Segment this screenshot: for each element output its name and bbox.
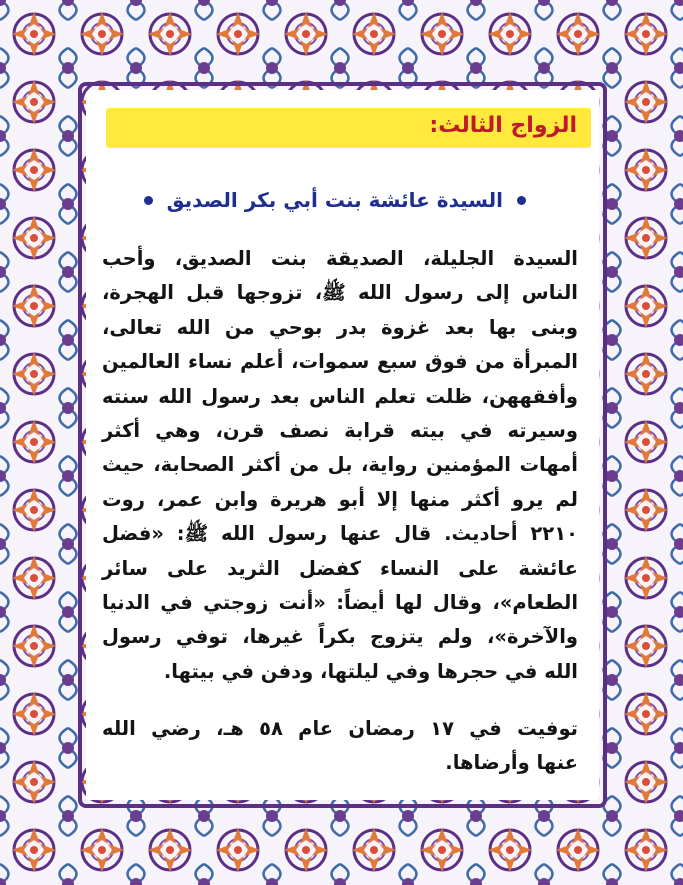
subtitle: السيدة عائشة بنت أبي بكر الصديق <box>166 188 503 212</box>
bullet-icon <box>144 196 153 205</box>
text-line: وأفقههن، ظلت تعلم الناس بعد رسول الله سنته <box>102 384 578 408</box>
heading-bar <box>106 108 591 148</box>
text-line: وبنى بها بعد غزوة بدر بوحي من الله تعالى، <box>102 315 578 339</box>
text-line: الناس إلى رسول الله ﷺ، تزوجها قبل الهجرة، <box>102 281 578 305</box>
text-line: عائشة على النساء كفضل الثريد على سائر <box>102 556 578 580</box>
text-line: والآخرة»، ولم يتزوج بكراً غيرها، توفي رسول <box>102 625 578 649</box>
subtitle-row <box>146 182 526 218</box>
text-line: لم يرو أكثر منها إلا أبو هريرة وابن عمر، روت <box>102 487 578 511</box>
biography-paragraph <box>102 242 578 689</box>
text-line: ٢٢١٠ أحاديث. قال عنها رسول الله ﷺ: «فضل <box>102 522 578 546</box>
bullet-icon <box>517 196 526 205</box>
closing-paragraph <box>102 712 578 781</box>
text-line: وسيرته في بيته قرابة نصف قرن، وهي أكثر <box>102 419 578 443</box>
text-line: الطعام»، وقال لها أيضاً: «أنت زوجتي في الدنيا <box>102 591 578 615</box>
text-line: المبرأة من فوق سبع سموات، أعلم نساء العالمين <box>102 350 578 374</box>
text-line: عنها وأرضاها. <box>445 751 578 775</box>
text-line: توفيت في ١٧ رمضان عام ٥٨ هـ، رضي الله <box>102 717 578 740</box>
text-line: أمهات المؤمنين رواية، بل من أكثر الصحابة، حيث <box>102 453 578 477</box>
text-panel <box>86 90 599 800</box>
text-line: السيدة الجليلة، الصديقة بنت الصديق، وأحب <box>102 247 578 270</box>
section-heading: الزواج الثالث: <box>429 113 577 138</box>
text-line: الله في حجرها وفي ليلتها، ودفن في بيتها. <box>163 659 578 683</box>
